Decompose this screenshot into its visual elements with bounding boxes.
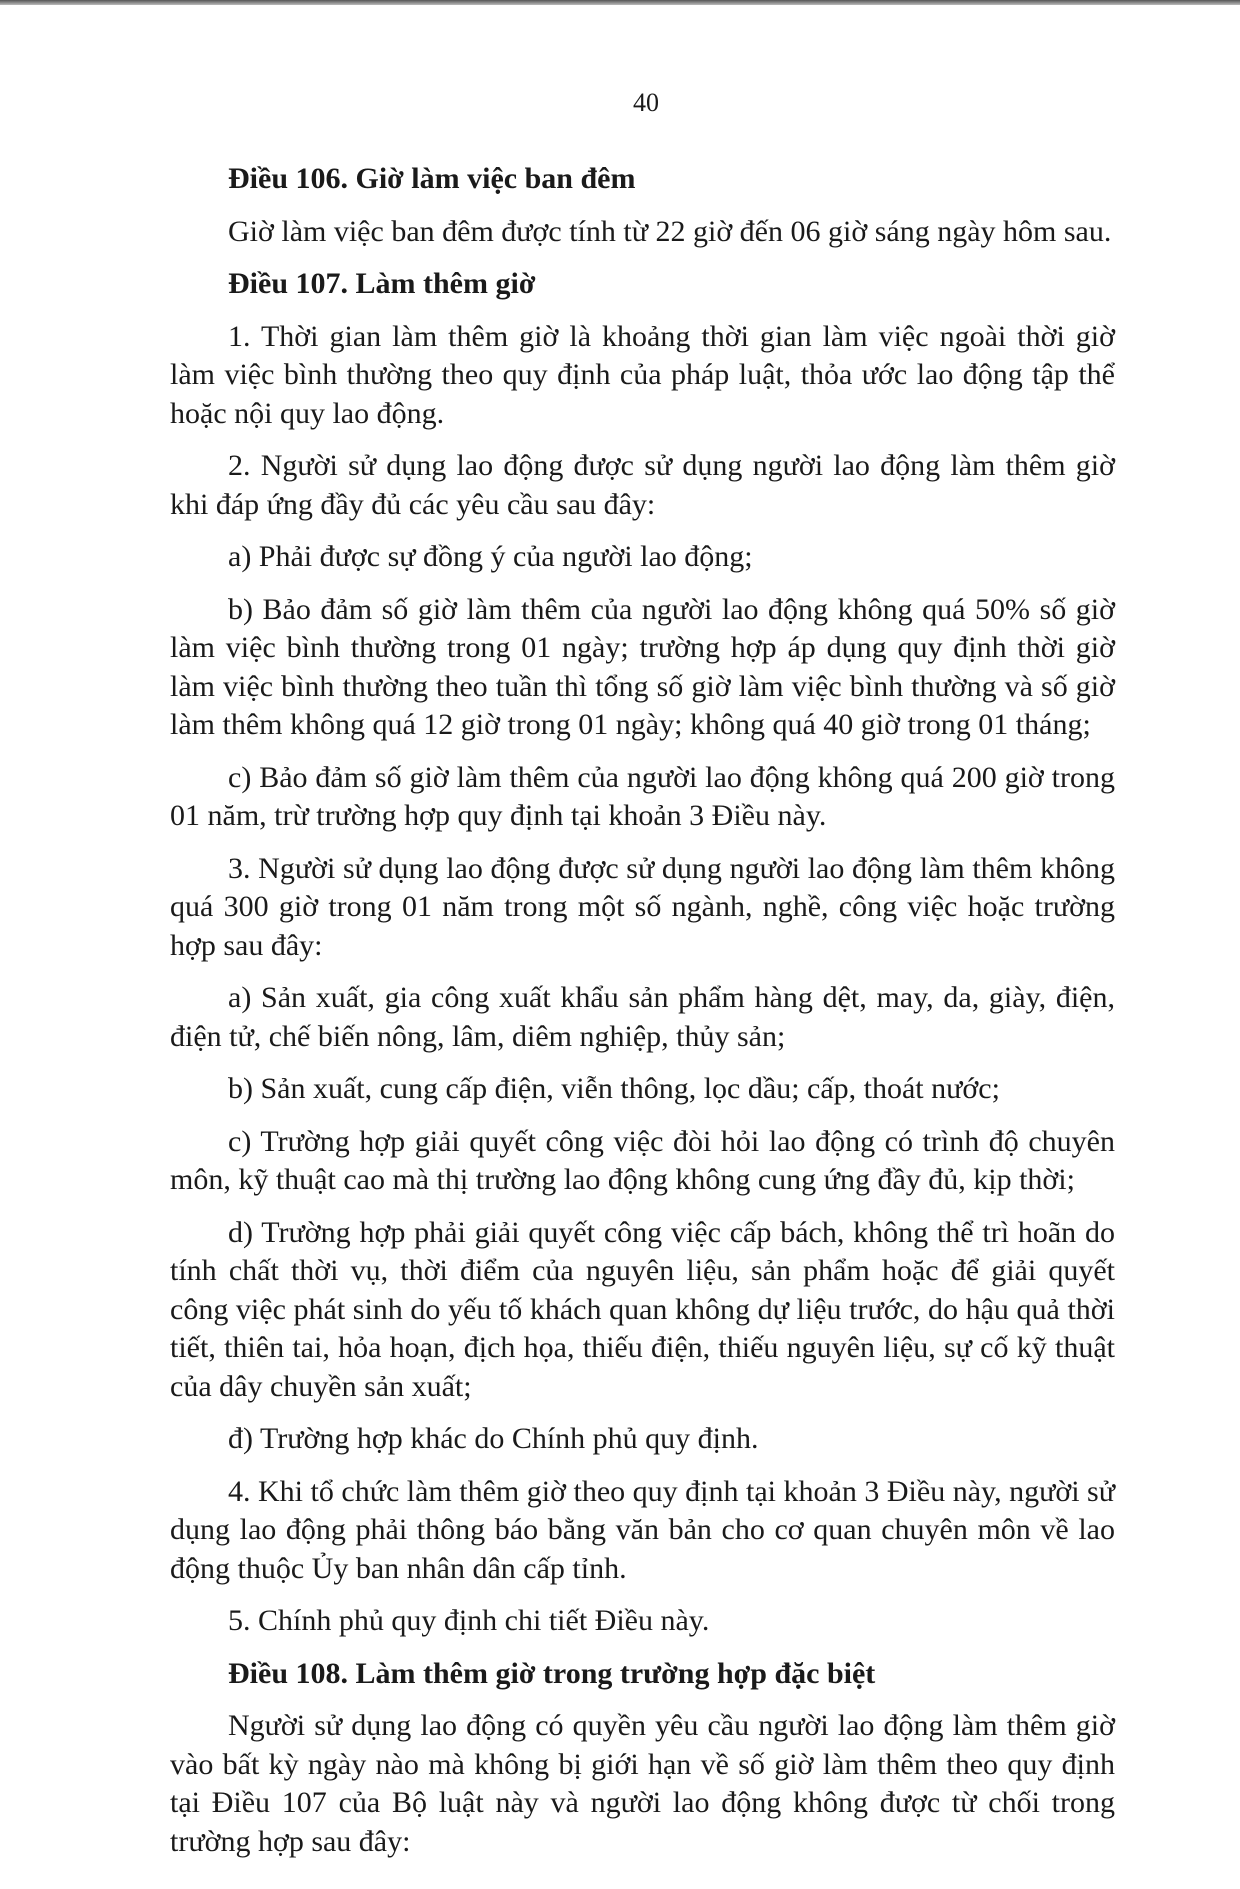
article-107-clause-3dd: đ) Trường hợp khác do Chính phủ quy định.: [228, 1422, 759, 1455]
article-107-clause-3c: c) Trường hợp giải quyết công việc đòi hỏi lao động có trình độ chuyên môn, kỹ thuật cao mà thị trường lao động không cung ứng đầy đủ, kịp thời;: [170, 1124, 1115, 1196]
article-107-clause-2c: c) Bảo đảm số giờ làm thêm của người lao động không quá 200 giờ trong 01 năm, trừ trường hợp quy định tại khoản 3 Điều này.: [170, 760, 1115, 832]
article-107-clause-3a: a) Sản xuất, gia công xuất khẩu sản phẩm hàng dệt, may, da, giày, điện, điện tử, chế biến nông, lâm, diêm nghiệp, thủy sản;: [170, 981, 1115, 1053]
article-107-clause-2a: a) Phải được sự đồng ý của người lao động;: [228, 540, 753, 573]
article-106-paragraph: Giờ làm việc ban đêm được tính từ 22 giờ đến 06 giờ sáng ngày hôm sau.: [228, 214, 1112, 248]
document-body: [170, 160, 1115, 1875]
article-107-clause-3: 3. Người sử dụng lao động được sử dụng người lao động làm thêm không quá 300 giờ trong 01 năm trong một số ngành, nghề, công việc hoặc trường hợp sau đây:: [170, 851, 1115, 962]
page-number: 40: [633, 88, 659, 117]
article-107-clause-3d: d) Trường hợp phải giải quyết công việc cấp bách, không thể trì hoãn do tính chất thời vụ, thời điểm của nguyên liệu, sản phẩm hoặc để giải quyết công việc phát sinh do yếu tố khách quan không dự liệu trước, do hậu quả thời tiết, thiên tai, hỏa hoạn, địch họa, thiếu điện, thiếu nguyên liệu, sự cố kỹ thuật của dây chuyền sản xuất;: [170, 1215, 1115, 1403]
article-108-paragraph: Người sử dụng lao động có quyền yêu cầu người lao động làm thêm giờ vào bất kỳ ngày nào mà không bị giới hạn về số giờ làm thêm theo quy định tại Điều 107 của Bộ luật này và người lao động không được từ chối trong trường hợp sau đây:: [170, 1709, 1115, 1858]
article-107-clause-1: 1. Thời gian làm thêm giờ là khoảng thời gian làm việc ngoài thời giờ làm việc bình thường theo quy định của pháp luật, thỏa ước lao động tập thể hoặc nội quy lao động.: [170, 319, 1115, 430]
article-106-heading: Điều 106. Giờ làm việc ban đêm: [228, 162, 636, 195]
article-107-clause-2: 2. Người sử dụng lao động được sử dụng người lao động làm thêm giờ khi đáp ứng đầy đủ các yêu cầu sau đây:: [170, 449, 1115, 521]
article-107-clause-4: 4. Khi tổ chức làm thêm giờ theo quy định tại khoản 3 Điều này, người sử dụng lao động phải thông báo bằng văn bản cho cơ quan chuyên môn về lao động thuộc Ủy ban nhân dân cấp tỉnh.: [170, 1474, 1115, 1585]
scan-top-edge: [0, 0, 1240, 5]
article-107-heading: Điều 107. Làm thêm giờ: [228, 267, 536, 300]
article-107-clause-2b: b) Bảo đảm số giờ làm thêm của người lao động không quá 50% số giờ làm việc bình thường trong 01 ngày; trường hợp áp dụng quy định thời giờ làm việc bình thường theo tuần thì tổng số giờ làm việc bình thường và số giờ làm thêm không quá 12 giờ trong 01 ngày; không quá 40 giờ trong 01 tháng;: [170, 592, 1115, 741]
article-107-clause-3b: b) Sản xuất, cung cấp điện, viễn thông, lọc dầu; cấp, thoát nước;: [228, 1072, 1000, 1105]
article-108-heading: Điều 108. Làm thêm giờ trong trường hợp đặc biệt: [228, 1656, 876, 1690]
article-107-clause-5: 5. Chính phủ quy định chi tiết Điều này.: [228, 1604, 710, 1637]
